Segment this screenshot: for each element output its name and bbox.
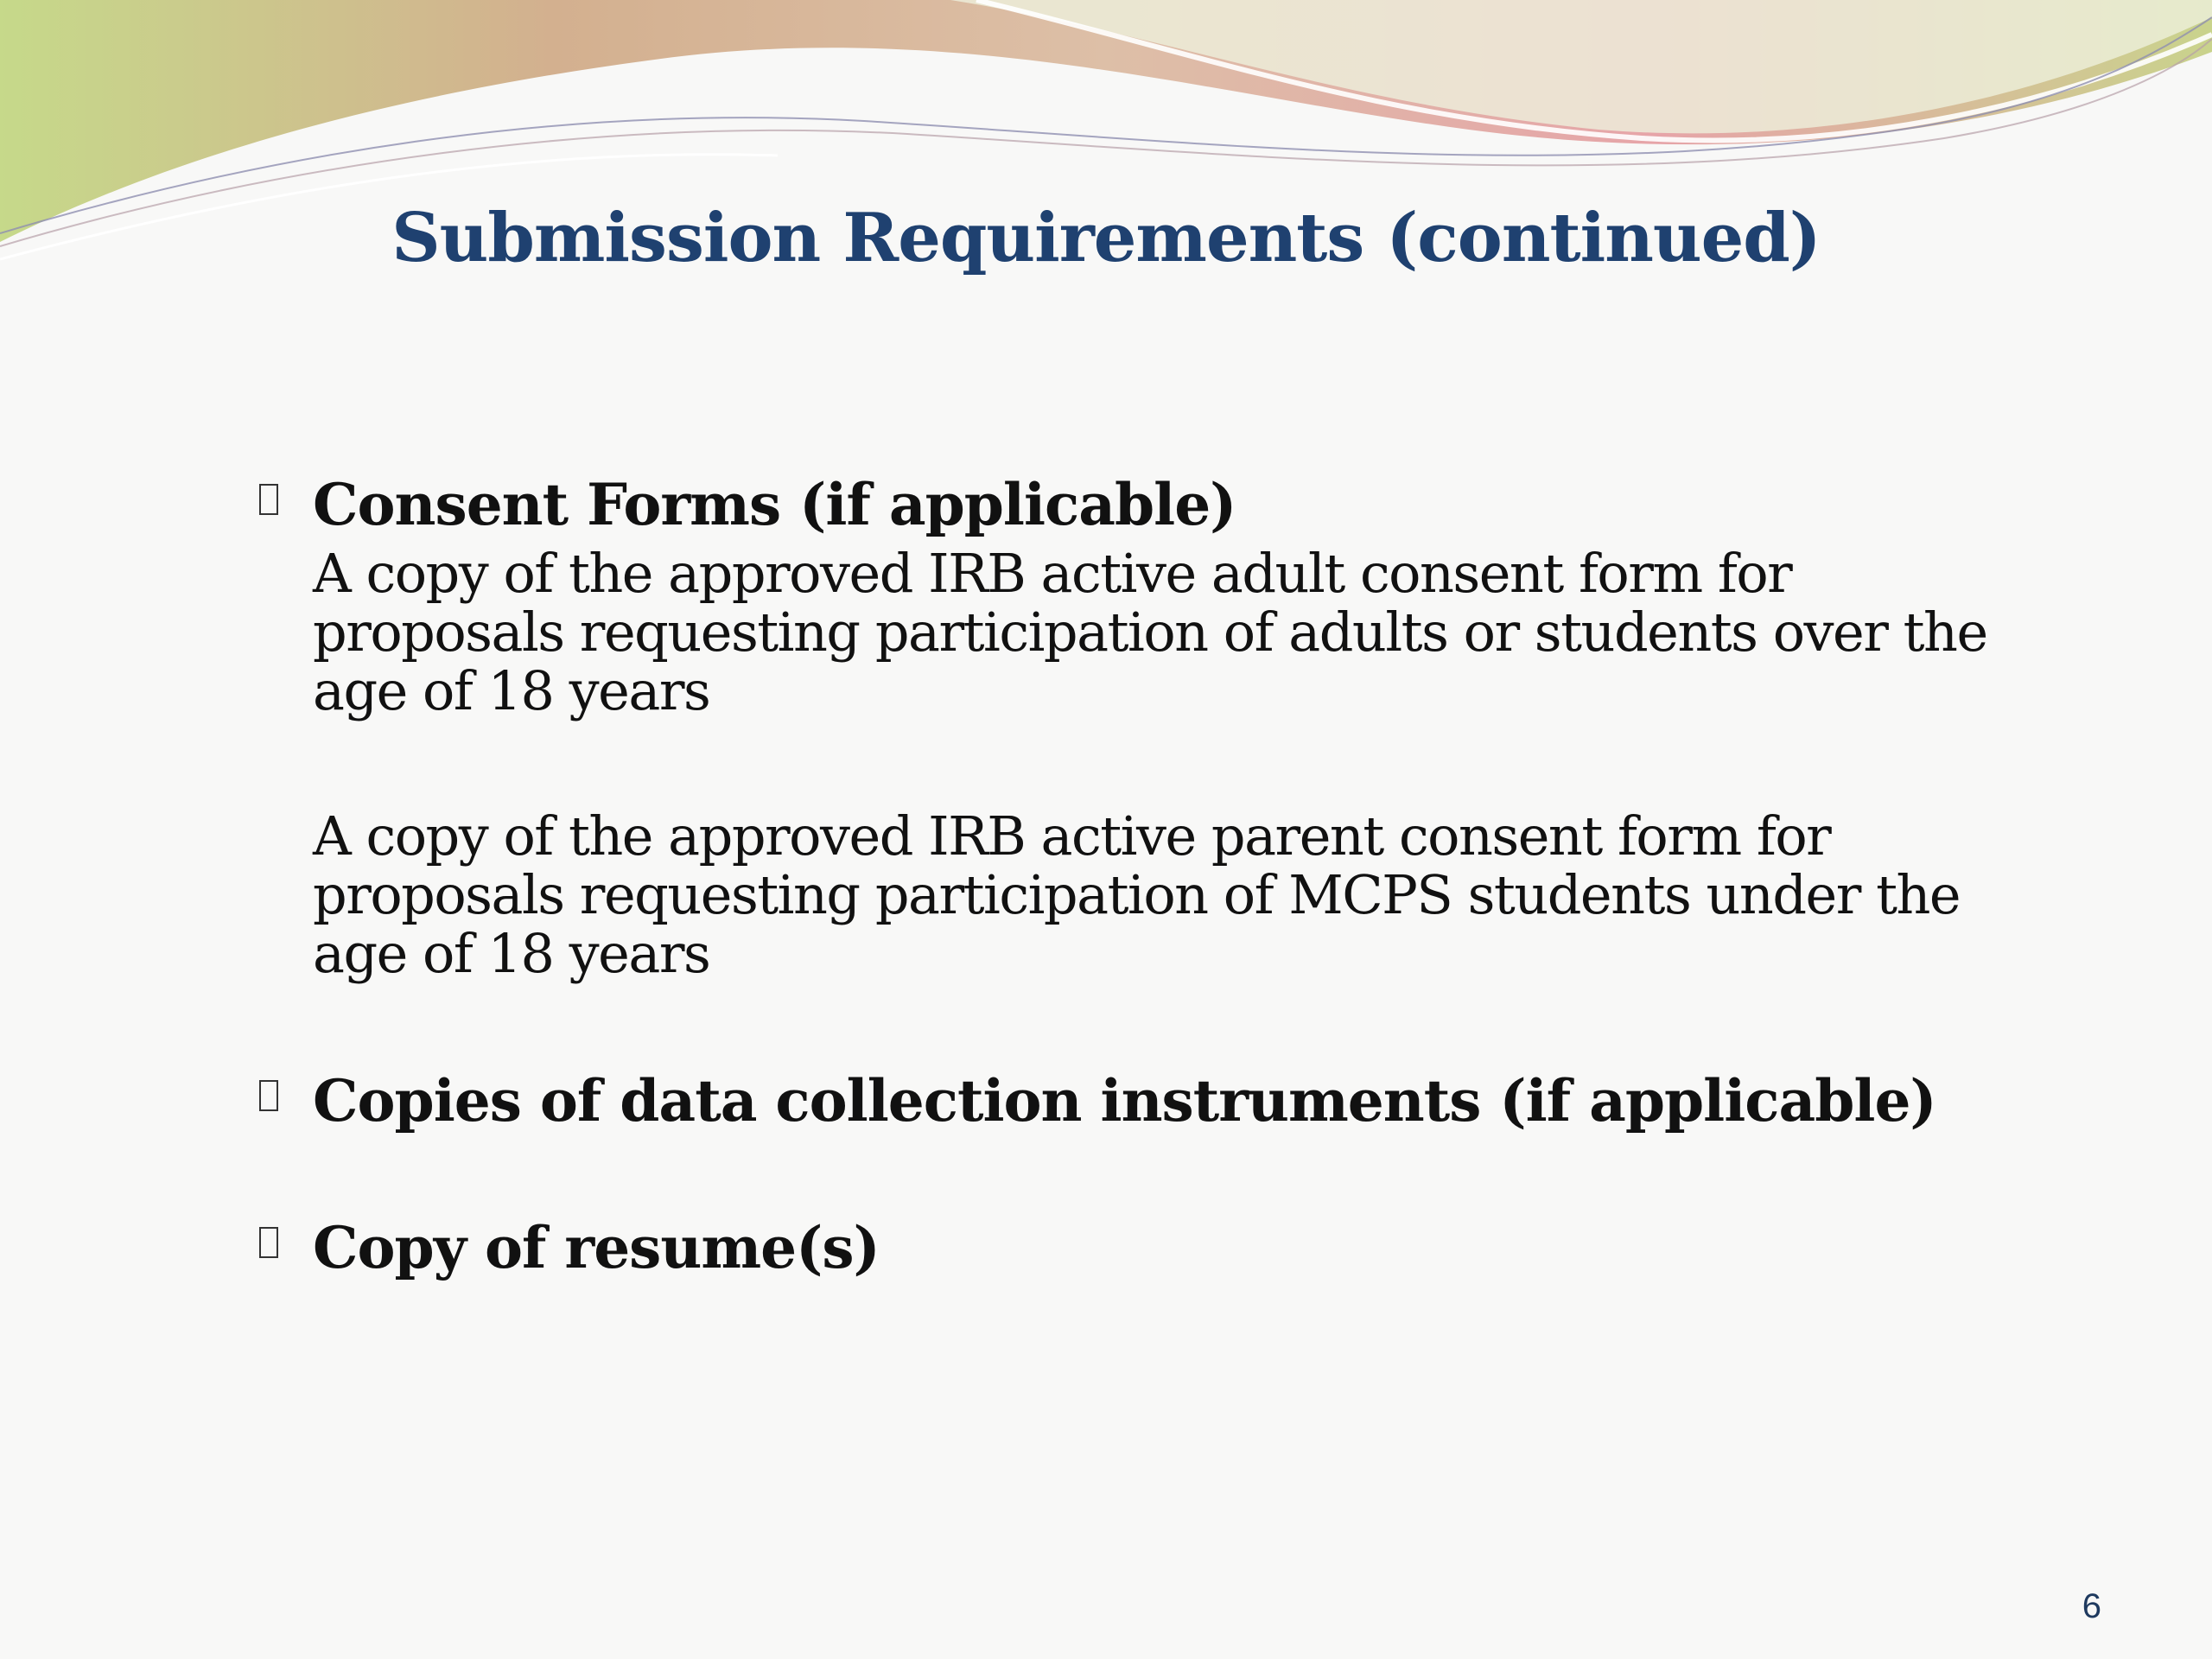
item-heading: Consent Forms (if applicable) [313,471,1236,538]
item-paragraph: A copy of the approved IRB active adult consent form for proposals requesting participation of adults or students over the age of 18 years [313,542,1987,722]
square-bullet-icon [259,1227,278,1258]
square-bullet-icon [259,484,278,515]
list-item [259,467,2031,543]
list-item [259,1210,2031,1286]
item-heading: Copy of resume(s) [313,1214,880,1281]
page-number: 6 [2082,1587,2101,1625]
square-bullet-icon [259,1080,278,1111]
item-paragraph: A copy of the approved IRB active parent consent form for proposals requesting participation of MCPS students under the age of 18 years [313,804,1961,985]
bullet-list [259,467,2031,1286]
item-heading: Copies of data collection instruments (if applicable) [313,1067,1936,1135]
list-item [259,1063,2031,1139]
slide-title: Submission Requirements (continued) [391,199,1821,277]
